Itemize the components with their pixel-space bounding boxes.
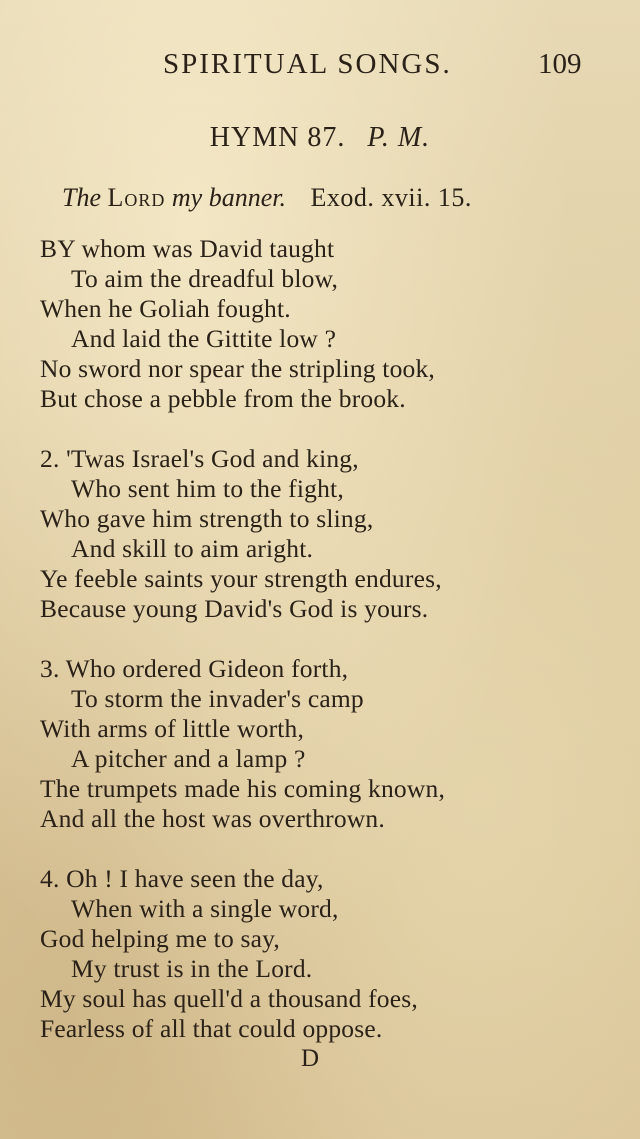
- verse-line: A pitcher and a lamp ?: [71, 744, 306, 773]
- verse-line: BY whom was David taught: [40, 234, 335, 263]
- verse-line: Fearless of all that could oppose.: [40, 1014, 383, 1043]
- verse-line: My trust is in the Lord.: [71, 954, 313, 983]
- hymn-number: HYMN 87.: [209, 122, 346, 153]
- verse-line: And skill to aim aright.: [71, 534, 314, 563]
- verse-line: 4. Oh ! I have seen the day,: [40, 864, 324, 893]
- stanza-3: [40, 654, 620, 834]
- verse-line: And all the host was overthrown.: [40, 804, 385, 833]
- verse-line: When with a single word,: [71, 894, 339, 923]
- verse-line: But chose a pebble from the brook.: [40, 384, 406, 413]
- subtitle-the: The: [62, 183, 101, 212]
- verse-line: 2. 'Twas Israel's God and king,: [40, 444, 359, 473]
- subtitle-lord: Lord: [107, 183, 166, 212]
- scripture-reference: Exod. xvii. 15.: [310, 183, 472, 212]
- running-head: [0, 44, 640, 84]
- running-title: SPIRITUAL SONGS.: [163, 48, 452, 80]
- stanza-2: [40, 444, 620, 624]
- hymn-body: [40, 234, 620, 1074]
- verse-line: Because young David's God is yours.: [40, 594, 429, 623]
- verse-line: Who sent him to the fight,: [71, 474, 344, 503]
- verse-line: 3. Who ordered Gideon forth,: [40, 654, 349, 683]
- verse-line: With arms of little worth,: [40, 714, 305, 743]
- verse-line: The trumpets made his coming known,: [40, 774, 446, 803]
- stanza-1: [40, 234, 620, 414]
- verse-line: When he Goliah fought.: [40, 294, 291, 323]
- page-number: 109: [538, 48, 582, 80]
- stanza-4: [40, 864, 620, 1044]
- verse-line: Ye feeble saints your strength endures,: [40, 564, 442, 593]
- verse-line: Who gave him strength to sling,: [40, 504, 374, 533]
- hymn-title: [0, 118, 640, 158]
- subtitle-rest: my banner.: [171, 183, 286, 212]
- verse-line: To aim the dreadful blow,: [71, 264, 339, 293]
- hymn-subtitle: [62, 178, 472, 218]
- verse-line: And laid the Gittite low ?: [71, 324, 337, 353]
- verse-line: No sword nor spear the stripling took,: [40, 354, 436, 383]
- hymn-meter: P. M.: [367, 122, 431, 153]
- verse-line: My soul has quell'd a thousand foes,: [40, 984, 418, 1013]
- verse-line: God helping me to say,: [40, 924, 281, 953]
- signature-mark: D: [301, 1045, 320, 1072]
- verse-line: To storm the invader's camp: [71, 684, 364, 713]
